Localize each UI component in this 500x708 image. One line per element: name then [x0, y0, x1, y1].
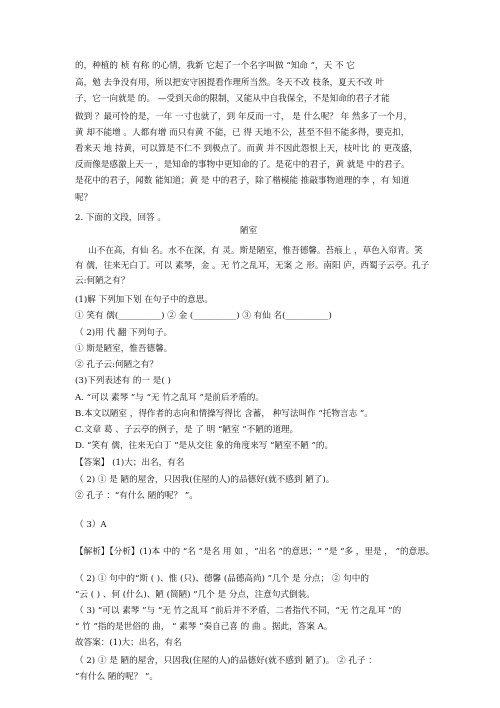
question-item: (3)下列表述有 的一 是( ) — [75, 376, 171, 386]
option-a: A. “可以 素琴 ”与 “无 竹之乱耳 ”是前后矛盾的。 — [75, 393, 264, 403]
question-item: ① 笑有 儒(__________) ② 金 (__________) ③ 有仙 名(__________) — [75, 311, 332, 321]
question-item: （ 2)用 代 翻 下列句子。 — [75, 328, 173, 338]
question-heading: 2. 下面的文段，回答 。 — [75, 213, 167, 223]
passage-line: 山不在高，有仙 名。水不在深，有 灵。斯是陋室，惟吾德馨。苔痕上 ，草色入帘青。笑 — [88, 246, 423, 256]
answer-line: ② 孔子 ：“有什么 陋的呢？ ”。 — [75, 491, 198, 501]
text-line: 呢？ — [75, 193, 93, 203]
question-item: (1)解 下列加下划 在句子中的意思。 — [75, 295, 213, 305]
passage-line: 云:何陋之有？ — [75, 276, 130, 286]
text-line: 高，勉 去争没有用，所以把安守困提看作理所当然。冬天不改 枝条，夏天不改 叶 — [75, 78, 384, 88]
analysis-line: （ 2) ① 句中的“斯 ( )、惟 (只)、德馨 (品德高尚) ”几个 是 分点； ② 句中的 — [75, 574, 369, 584]
text-line: 是花中的君子，闻数 能知道；黄 是 中的君子，除了楷模能 推敲事物道理的李 ，有 知道 — [75, 176, 410, 186]
analysis-line: （ 3) “可以 素琴 ”与 “无 竹之乱耳 ”前后并不矛盾，二者指代不同，“无 竹之乱耳 ”的 — [75, 606, 402, 616]
text-line: 的，种植的 桢 有称 的心情，我新 它起了一个名字叫做 “知命 ”，天 不 它 — [75, 61, 355, 71]
analysis-line: “有什么 陋的呢？ ”。 — [75, 672, 159, 682]
analysis-line: “云 ( ) 、何 (什么)、陋 (简陋) ”几个 是 分点，注意句式倒装。 — [75, 590, 315, 600]
passage-title: 陋室 — [240, 226, 258, 236]
answer-line: （ 2) ① 是 陋的屋舍，只因我(住屋的人)的品德好(就不感到 陋了)。 — [75, 475, 335, 485]
answer-line: 【答案】 (1)大；出名，有名 — [75, 458, 185, 468]
text-line: 反而像是感激上天一 ，是知命的事物中更知命的了。是花中的君子，黄 就是 中的君子。 — [75, 160, 410, 170]
analysis-line: 【解析】【分析】(1)本 中的 “名 ”是名 用 如 ，“出名 ”的意思；“ ”是 “多 ，里是 ， ”的意思。 — [75, 547, 435, 557]
analysis-line: （ 2) ① 是 陋的屋舍，只因我(住屋的人)的品德好(就不感到 陋了)。 ② 孔子 ： — [75, 656, 377, 666]
text-line: 看来天 地 持黄，可以算是不仁不 到极点了。而黄 并不因此怨恨上天，枝叶比 的 更茂盛， — [75, 144, 418, 154]
text-line: 做到 ？最可怜的是，一年 一寸也就了，到 年反而一寸， 是 什么呢？ 年 然多了一个月， — [75, 112, 413, 122]
text-line: 黄 却不能增 。人都有增 而只有黄 不能，已 得 天地不公，甚至不但不能多得，要克扣， — [75, 128, 410, 138]
option-b: B.本文以陋室 ，得作者的志向和情操写得比 含蓄， 种写法叫作 “托物言志 ”。 — [75, 409, 373, 419]
question-item: ② 孔子云:何陋之有？ — [75, 360, 158, 370]
analysis-line: “ 竹 ”指的是世俗的 曲， “ 素琴 ”奏自己喜 的 曲 。据此，答案 A。 — [75, 622, 333, 632]
answer-line: （ 3）A — [75, 520, 107, 530]
option-d: D. “笑有 儒，往来无白丁 ”是从交往 象的角度来写 “陋室不陋 ”的。 — [75, 441, 334, 451]
analysis-line: 故答案：(1)大；出名，有名 — [75, 638, 182, 648]
option-c: C.文章 葛 、子云亭的例子，是 了 明 “陋室 ”不陋的道理。 — [75, 425, 299, 435]
question-item: ① 斯是陋室，惟吾德馨。 — [75, 344, 173, 354]
passage-line: 有 儒，往来无白丁。可以 素琴，金 。无 竹之乱耳，无案 之 形。南阳 庐，西蜀子云亭。孔子 — [75, 261, 430, 271]
text-line: 子，它一向就是 的。 —受到天命的限制，又能从中自我保全，不是知命的君子才能 — [75, 94, 390, 104]
